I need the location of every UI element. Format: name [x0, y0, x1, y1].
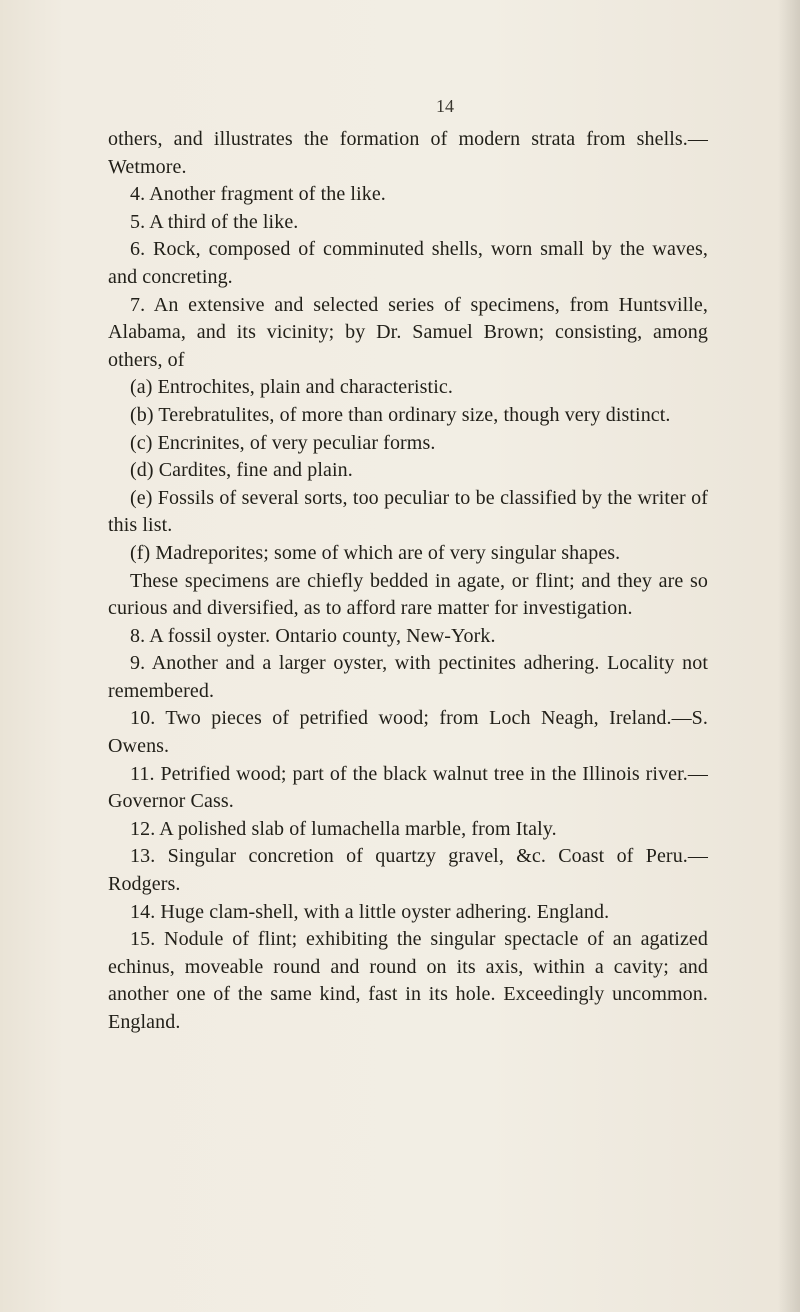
list-item-10: 10. Two pieces of petrified wood; from Loch Neagh, Ireland.—S. Owens. — [108, 707, 708, 758]
item-7-note: These specimens are chiefly bedded in agate, or flint; and they are so curious and diversified, as to afford rare matter for investigation. — [108, 569, 708, 620]
sub-item-7f: (f) Madreporites; some of which are of very singular shapes. — [130, 541, 621, 564]
list-item-7: 7. An extensive and selected series of specimens, from Huntsville, Alabama, and its vicinity; by Dr. Samuel Brown; consisting, among others, of — [108, 293, 708, 371]
body-text — [108, 126, 708, 1037]
list-item-4: 4. Another fragment of the like. — [130, 183, 386, 206]
list-item-8: 8. A fossil oyster. Ontario county, New-York. — [130, 624, 496, 647]
list-item-9: 9. Another and a larger oyster, with pectinites adhering. Locality not remembered. — [108, 652, 708, 702]
sub-item-7d: (d) Cardites, fine and plain. — [130, 459, 353, 482]
page-number: 14 — [436, 96, 454, 116]
sub-item-7c: (c) Encrinites, of very peculiar forms. — [130, 431, 436, 454]
sub-item-7b: (b) Terebratulites, of more than ordinary size, though very distinct. — [130, 403, 671, 426]
list-item-6: 6. Rock, composed of comminuted shells, worn small by the waves, and concreting. — [108, 238, 708, 288]
paragraph-continued: others, and illustrates the formation of modern strata from shells.—Wetmore. — [108, 128, 708, 178]
page-edge-shadow — [778, 0, 800, 1312]
list-item-15: 15. Nodule of flint; exhibiting the singular spectacle of an agatized echinus, moveable round and round on its axis, within a cavity; and another one of the same kind, fast in its hole. Exceedingly uncommon. England. — [108, 928, 708, 1033]
list-item-11: 11. Petrified wood; part of the black walnut tree in the Illinois river.—Governor Cass. — [108, 762, 708, 813]
sub-item-7a: (a) Entrochites, plain and characteristic. — [130, 376, 453, 399]
list-item-13: 13. Singular concretion of quartzy gravel, &c. Coast of Peru.—Rodgers. — [108, 845, 708, 896]
list-item-12: 12. A polished slab of lumachella marble, from Italy. — [130, 817, 557, 840]
list-item-14: 14. Huge clam-shell, with a little oyster adhering. England. — [130, 900, 610, 923]
sub-item-7e: (e) Fossils of several sorts, too peculiar to be classified by the writer of this list. — [108, 486, 708, 537]
list-item-5: 5. A third of the like. — [130, 210, 299, 233]
